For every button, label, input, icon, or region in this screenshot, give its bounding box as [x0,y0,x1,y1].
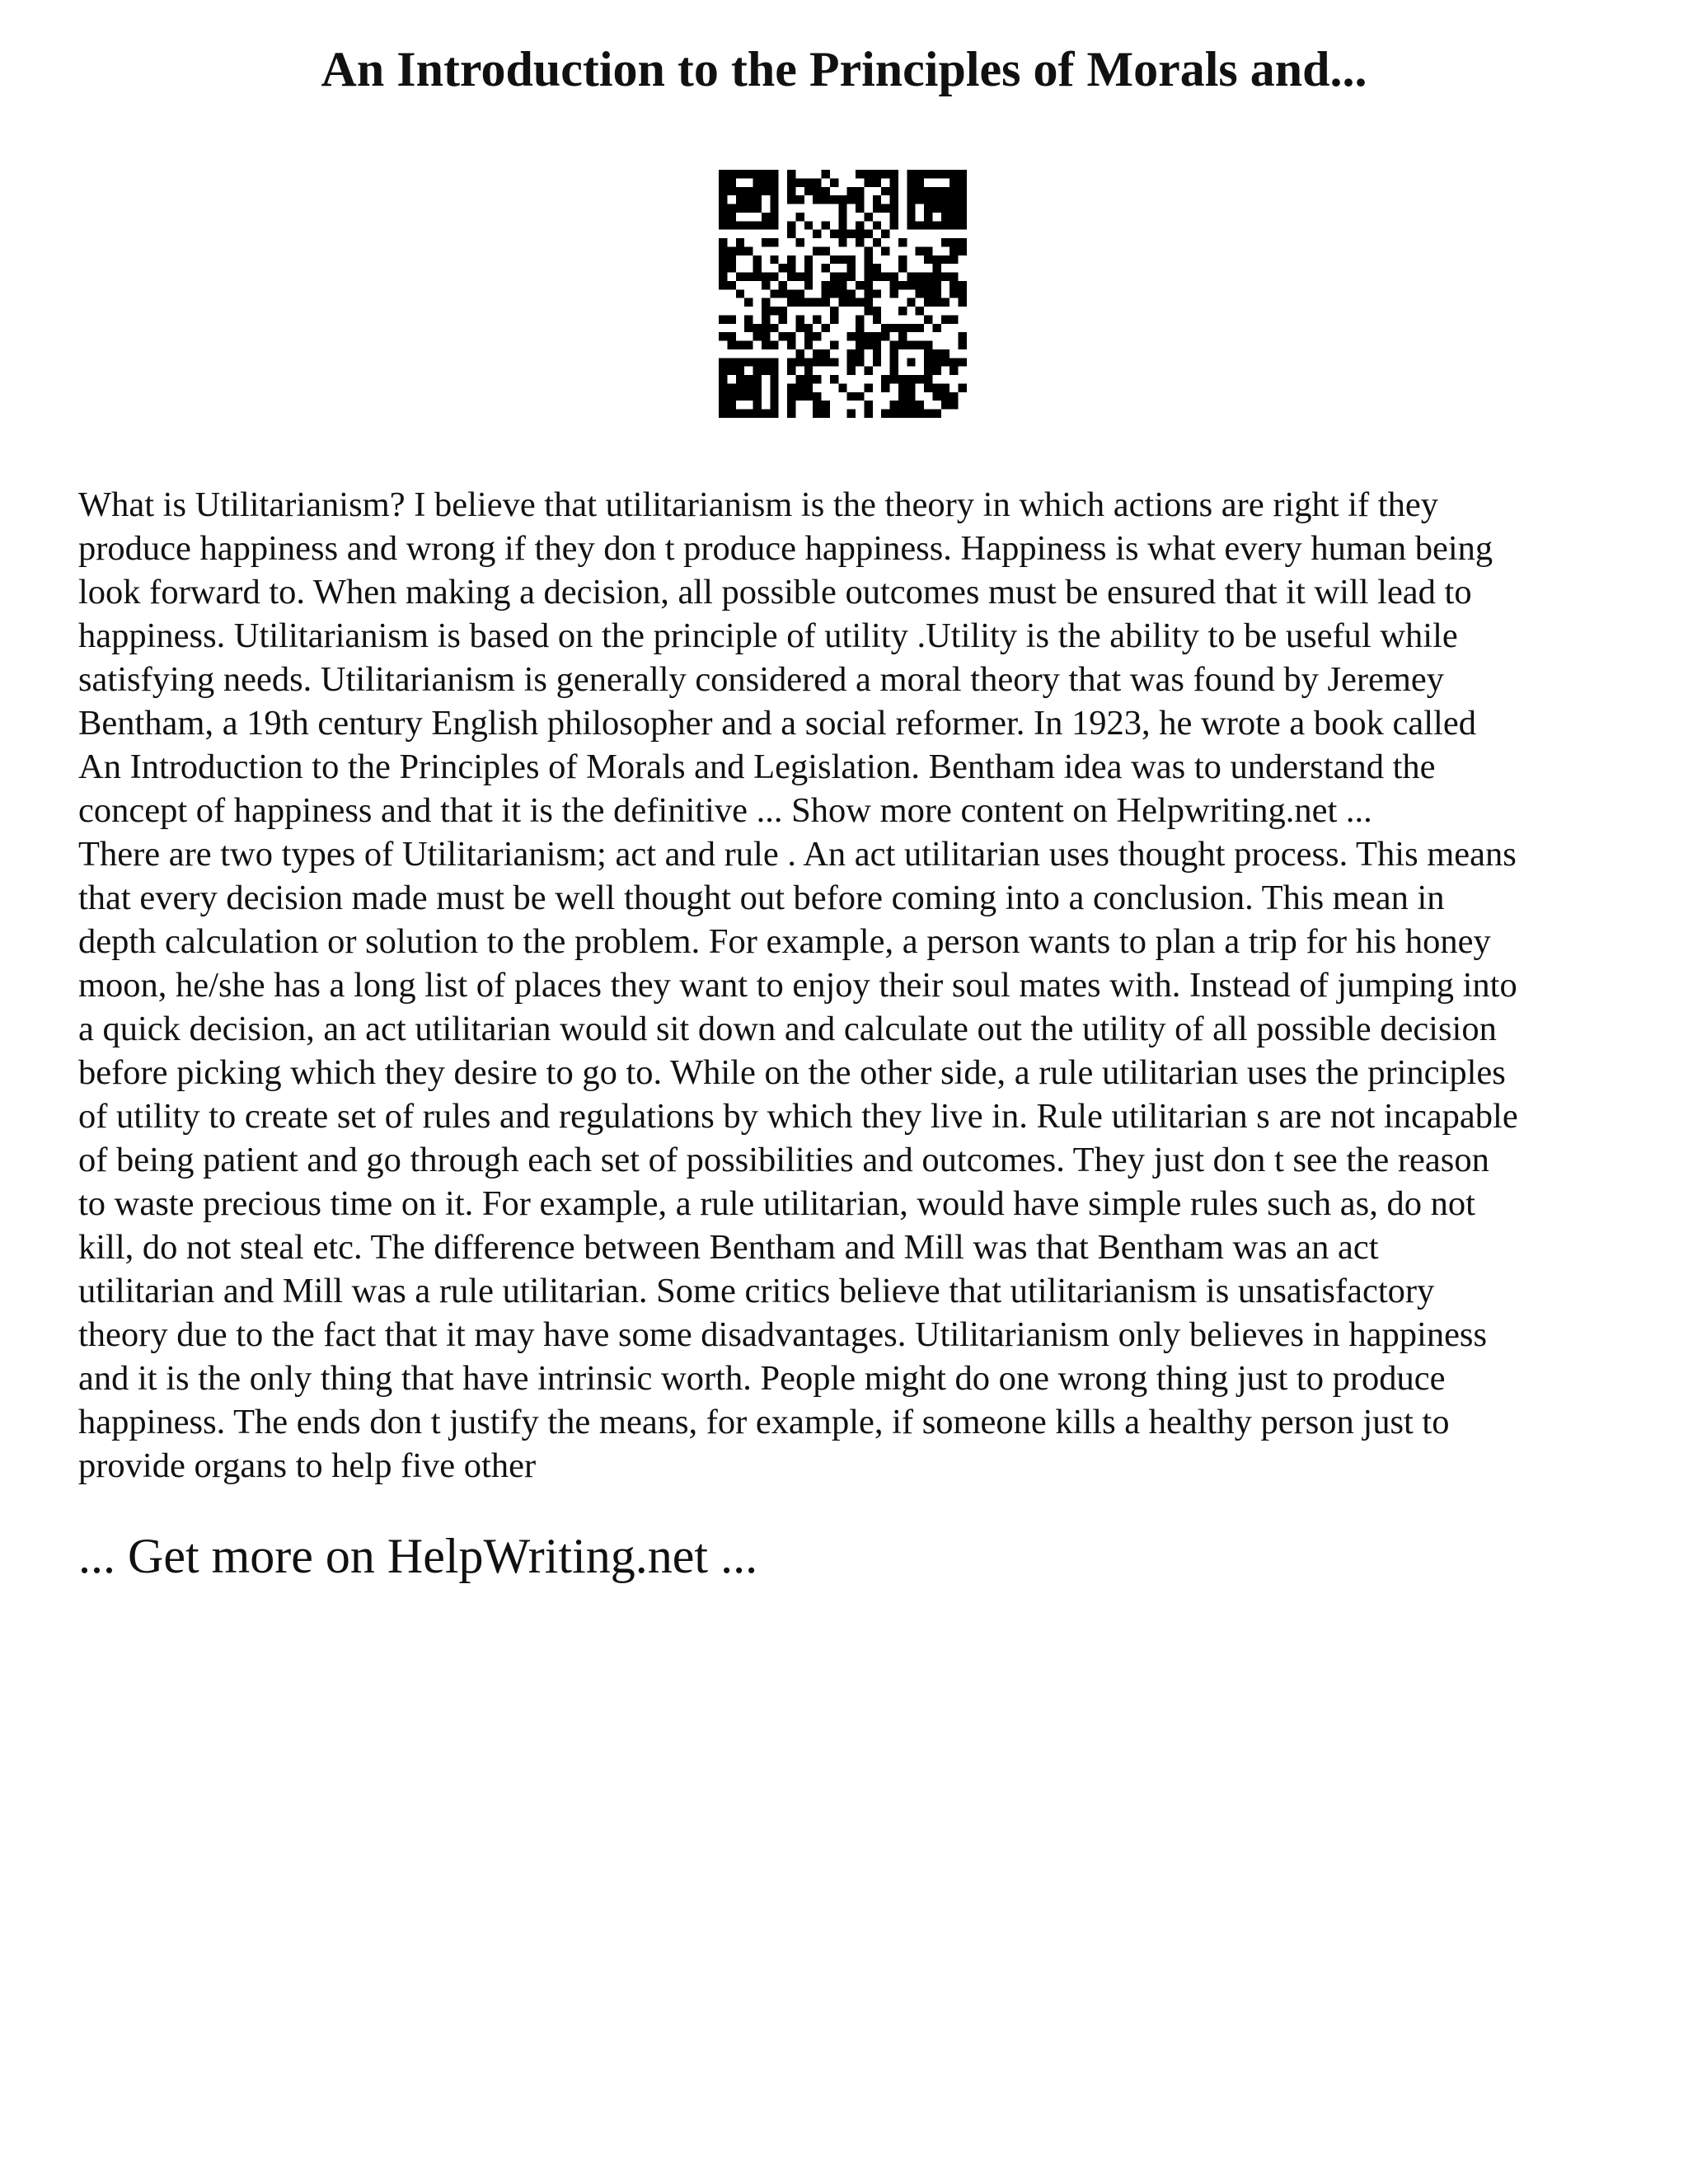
document-title: An Introduction to the Principles of Morals and... [321,42,1367,96]
get-more-link[interactable]: ... Get more on HelpWriting.net ... [78,1529,758,1583]
qr-code-icon[interactable] [719,170,967,418]
qr-code-graphic [719,170,967,418]
document-body-text: What is Utilitarianism? I believe that utilitarianism is the theory in which actions are right if they produce happiness and wrong if they don t produce happiness. Happiness is what every human being look forward to. When making a decision, all possible outcomes must be ensured that it will lead to happiness. Utilitarianism is based on the principle of utility .Utility is the ability to be useful while satisfying needs. Utilitarianism is generally considered a moral theory that was found by Jeremey Bentham, a 19th century English philosopher and a social reformer. In 1923, he wrote a book called An Introduction to the Principles of Morals and Legislation. Bentham idea was to understand the concept of happiness and that it is the definitive ... Show more content on Helpwriting.net ... There are two types of Utilitarianism; act and rule . An act utilitarian uses thought process. This means that every decision made must be well thought out before coming into a conclusion. This mean in depth calculation or solution to the problem. For example, a person wants to plan a trip for his honey moon, he/she has a long list of places they want to enjoy their soul mates with. Instead of jumping into a quick decision, an act utilitarian would sit down and calculate out the utility of all possible decision before picking which they desire to go to. While on the other side, a rule utilitarian uses the principles of utility to create set of rules and regulations by which they live in. Rule utilitarian s are not incapable of being patient and go through each set of possibilities and outcomes. They just don t see the reason to waste precious time on it. For example, a rule utilitarian, would have simple rules such as, do not kill, do not steal etc. The difference between Bentham and Mill was that Bentham was an act utilitarian and Mill was a rule utilitarian. Some critics believe that utilitarianism is unsatisfactory theory due to the fact that it may have some disadvantages. Utilitarianism only believes in happiness and it is the only thing that have intrinsic worth. People might do one wrong thing just to produce happiness. The ends don t justify the means, for example, if someone kills a healthy person just to provide organs to help five other [78,485,1518,1485]
